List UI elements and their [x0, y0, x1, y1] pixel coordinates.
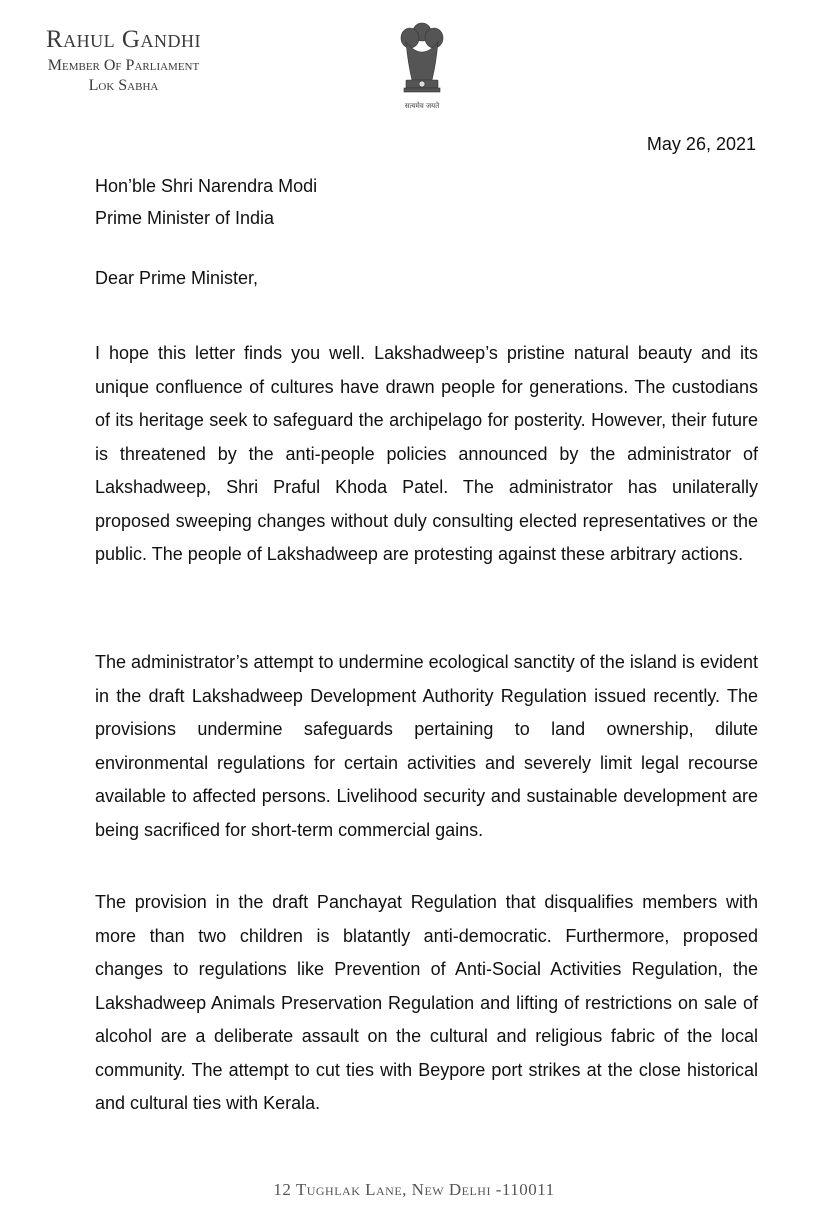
- addressee-name: Hon’ble Shri Narendra Modi: [95, 176, 318, 196]
- national-emblem-icon: [392, 18, 452, 118]
- sender-house: Lok Sabha: [88, 77, 159, 94]
- footer-address: 12 Tughlak Lane, New Delhi -110011: [273, 1180, 555, 1199]
- addressee-title: Prime Minister of India: [95, 208, 275, 228]
- letter-date: May 26, 2021: [646, 134, 756, 154]
- salutation: Dear Prime Minister,: [95, 268, 259, 288]
- addressee: [95, 170, 317, 234]
- paragraph-2: The administrator’s attempt to undermine ecological sanctity of the island is evident in the draft Lakshadweep Development Authority Regulation issued recently. The provisions undermine safeguards pertaining to land ownership, dilute environmental regulations for certain activities and severely limit legal recourse available to affected persons. Livelihood security and sustainable development are being sacrificed for short-term commercial gains.: [95, 652, 758, 840]
- letterhead: [46, 26, 201, 96]
- paragraph-1: I hope this letter finds you well. Lakshadweep’s pristine natural beauty and its unique confluence of cultures have drawn people for generations. The custodians of its heritage seek to safeguard the archipelago for posterity. However, their future is threatened by the anti-people policies announced by the administrator of Lakshadweep, Shri Praful Khoda Patel. The administrator has unilaterally proposed sweeping changes without duly consulting elected representatives or the public. The people of Lakshadweep are protesting against these arbitrary actions.: [95, 343, 758, 564]
- emblem-caption: सत्यमेव जयते: [404, 102, 440, 110]
- sender-title: Member Of Parliament: [47, 57, 200, 74]
- sender-name: Rahul Gandhi: [46, 26, 201, 53]
- paragraph-3: The provision in the draft Panchayat Regulation that disqualifies members with more than two children is blatantly anti-democratic. Furthermore, proposed changes to regulations like Prevention of Anti-Social Activities Regulation, the Lakshadweep Animals Preservation Regulation and lifting of restrictions on sale of alcohol are a deliberate assault on the cultural and religious fabric of the local community. The attempt to cut ties with Beypore port strikes at the close historical and cultural ties with Kerala.: [95, 892, 758, 1113]
